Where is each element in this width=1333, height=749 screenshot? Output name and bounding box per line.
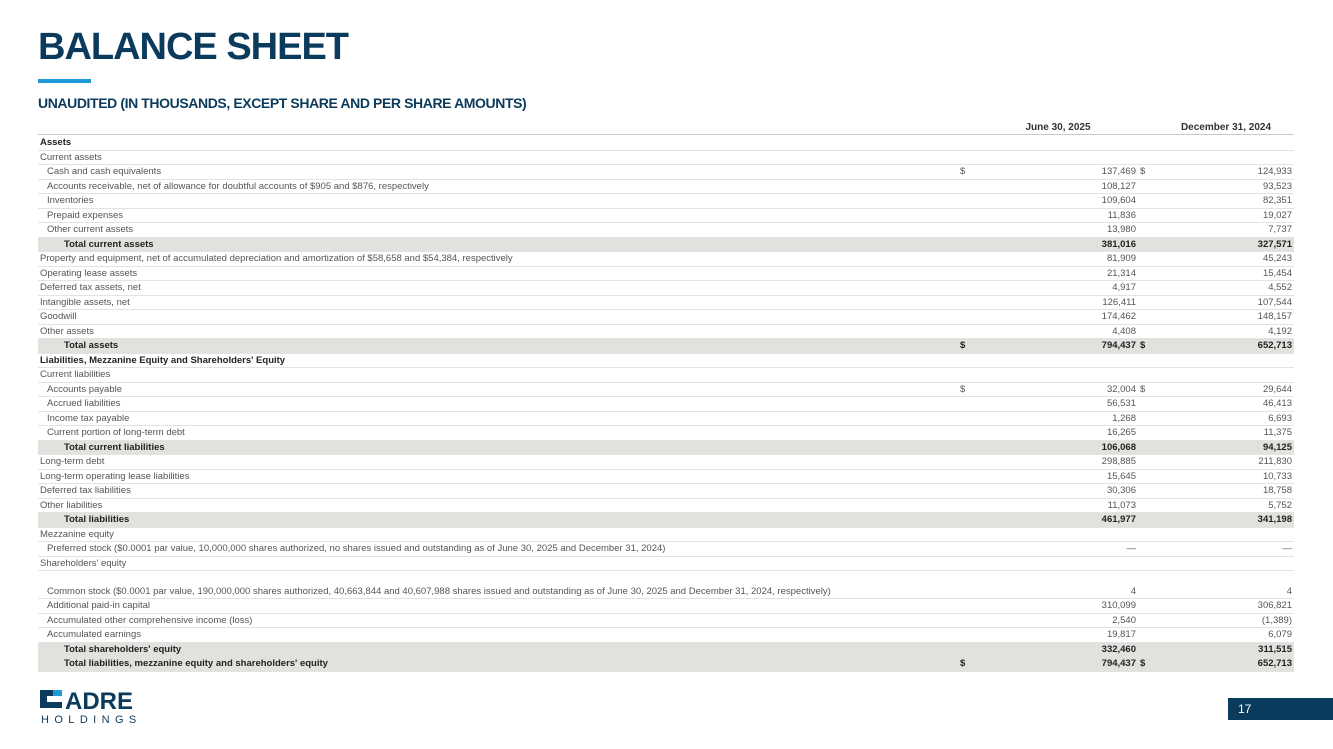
currency-sign-june-2025: [958, 136, 978, 150]
value-dec-2024: 29,644: [1158, 382, 1294, 397]
currency-sign-june-2025: [958, 426, 978, 441]
currency-sign-june-2025: [958, 455, 978, 470]
table-row: [38, 542, 1294, 557]
row-label: Accumulated earnings: [38, 628, 958, 643]
currency-sign-dec-2024: [1138, 368, 1158, 383]
table-row: [38, 266, 1294, 281]
value-june-2025: 11,073: [978, 498, 1138, 513]
currency-sign-dec-2024: [1138, 628, 1158, 643]
currency-sign-dec-2024: [1138, 194, 1158, 209]
currency-sign-dec-2024: [1138, 295, 1158, 310]
currency-sign-june-2025: [958, 556, 978, 571]
table-row: [38, 281, 1294, 296]
value-june-2025: 794,437: [978, 339, 1138, 354]
currency-sign-june-2025: [958, 527, 978, 542]
currency-sign-june-2025: $: [958, 165, 978, 180]
row-label: Common stock ($0.0001 par value, 190,000,000 shares authorized, 40,663,844 and 40,607,988 shares issued and outstanding as of June 30, 2025 and December 31, 2024, respectively): [38, 571, 958, 599]
table-row: [38, 484, 1294, 499]
value-june-2025: [978, 150, 1138, 165]
value-june-2025: 15,645: [978, 469, 1138, 484]
value-dec-2024: 4: [1158, 571, 1294, 599]
currency-sign-june-2025: [958, 223, 978, 238]
currency-sign-dec-2024: [1138, 498, 1158, 513]
value-june-2025: 21,314: [978, 266, 1138, 281]
currency-sign-dec-2024: [1138, 599, 1158, 614]
total-row: [38, 339, 1294, 354]
value-june-2025: 461,977: [978, 513, 1138, 528]
total-row: [38, 657, 1294, 672]
value-june-2025: 4,917: [978, 281, 1138, 296]
currency-sign-june-2025: [958, 642, 978, 657]
table-row: [38, 599, 1294, 614]
currency-sign-dec-2024: [1138, 556, 1158, 571]
value-june-2025: 381,016: [978, 237, 1138, 252]
column-headers: [38, 122, 1294, 135]
value-june-2025: 16,265: [978, 426, 1138, 441]
value-dec-2024: 124,933: [1158, 165, 1294, 180]
value-june-2025: [978, 527, 1138, 542]
row-label: Prepaid expenses: [38, 208, 958, 223]
row-label: Current assets: [38, 150, 958, 165]
cadre-c-mark-icon: [40, 690, 62, 708]
currency-sign-june-2025: [958, 281, 978, 296]
row-label: Long-term debt: [38, 455, 958, 470]
currency-sign-june-2025: [958, 513, 978, 528]
table-row: [38, 194, 1294, 209]
table-row: [38, 397, 1294, 412]
table-row: [38, 208, 1294, 223]
currency-sign-dec-2024: [1138, 281, 1158, 296]
currency-sign-june-2025: [958, 150, 978, 165]
row-label: Goodwill: [38, 310, 958, 325]
currency-sign-dec-2024: [1138, 179, 1158, 194]
value-dec-2024: 82,351: [1158, 194, 1294, 209]
row-label: Property and equipment, net of accumulated depreciation and amortization of $58,658 and $54,384, respectively: [38, 252, 958, 267]
currency-sign-dec-2024: [1138, 440, 1158, 455]
row-label: Intangible assets, net: [38, 295, 958, 310]
table-row: [38, 527, 1294, 542]
row-label: Operating lease assets: [38, 266, 958, 281]
value-dec-2024: (1,389): [1158, 613, 1294, 628]
value-june-2025: [978, 368, 1138, 383]
currency-sign-june-2025: [958, 411, 978, 426]
value-dec-2024: 6,693: [1158, 411, 1294, 426]
row-label: Income tax payable: [38, 411, 958, 426]
currency-sign-june-2025: [958, 252, 978, 267]
row-label: Total current assets: [38, 237, 958, 252]
value-dec-2024: 46,413: [1158, 397, 1294, 412]
value-june-2025: 2,540: [978, 613, 1138, 628]
value-june-2025: —: [978, 542, 1138, 557]
row-label: Accrued liabilities: [38, 397, 958, 412]
value-june-2025: 332,460: [978, 642, 1138, 657]
currency-sign-dec-2024: [1138, 484, 1158, 499]
total-row: [38, 642, 1294, 657]
value-june-2025: 794,437: [978, 657, 1138, 672]
currency-sign-june-2025: [958, 469, 978, 484]
currency-sign-dec-2024: [1138, 642, 1158, 657]
currency-sign-dec-2024: [1138, 353, 1158, 368]
page-subtitle: UNAUDITED (IN THOUSANDS, EXCEPT SHARE AND PER SHARE AMOUNTS): [38, 95, 527, 111]
value-june-2025: [978, 556, 1138, 571]
cadre-logo: [40, 688, 150, 730]
currency-sign-june-2025: [958, 628, 978, 643]
column-header-june-2025: June 30, 2025: [1025, 122, 1091, 133]
currency-sign-june-2025: [958, 353, 978, 368]
value-june-2025: 1,268: [978, 411, 1138, 426]
currency-sign-june-2025: [958, 310, 978, 325]
value-dec-2024: 45,243: [1158, 252, 1294, 267]
value-june-2025: 4: [978, 571, 1138, 599]
currency-sign-june-2025: $: [958, 339, 978, 354]
table-row: [38, 150, 1294, 165]
value-dec-2024: 311,515: [1158, 642, 1294, 657]
row-label: Total current liabilities: [38, 440, 958, 455]
currency-sign-dec-2024: [1138, 426, 1158, 441]
currency-sign-june-2025: [958, 613, 978, 628]
value-june-2025: 11,836: [978, 208, 1138, 223]
value-june-2025: 19,817: [978, 628, 1138, 643]
currency-sign-june-2025: $: [958, 657, 978, 672]
currency-sign-dec-2024: [1138, 208, 1158, 223]
table-row: [38, 613, 1294, 628]
value-june-2025: [978, 136, 1138, 150]
row-label: Current portion of long-term debt: [38, 426, 958, 441]
value-dec-2024: 652,713: [1158, 339, 1294, 354]
row-label: Deferred tax assets, net: [38, 281, 958, 296]
row-label: Long-term operating lease liabilities: [38, 469, 958, 484]
balance-sheet-table: [38, 136, 1294, 672]
value-june-2025: 298,885: [978, 455, 1138, 470]
currency-sign-june-2025: [958, 237, 978, 252]
value-dec-2024: 94,125: [1158, 440, 1294, 455]
currency-sign-dec-2024: [1138, 469, 1158, 484]
value-dec-2024: 341,198: [1158, 513, 1294, 528]
currency-sign-dec-2024: [1138, 223, 1158, 238]
row-label: Liabilities, Mezzanine Equity and Shareholders' Equity: [38, 353, 958, 368]
value-june-2025: 13,980: [978, 223, 1138, 238]
value-dec-2024: 211,830: [1158, 455, 1294, 470]
currency-sign-june-2025: [958, 397, 978, 412]
value-dec-2024: 4,552: [1158, 281, 1294, 296]
page-title: BALANCE SHEET: [38, 26, 349, 68]
currency-sign-june-2025: [958, 542, 978, 557]
currency-sign-dec-2024: [1138, 542, 1158, 557]
value-dec-2024: 5,752: [1158, 498, 1294, 513]
value-june-2025: [978, 353, 1138, 368]
value-dec-2024: 327,571: [1158, 237, 1294, 252]
row-label: Preferred stock ($0.0001 par value, 10,000,000 shares authorized, no shares issued and outstanding as of June 30, 2025 and December 31, 2024): [38, 542, 958, 557]
row-label: Deferred tax liabilities: [38, 484, 958, 499]
value-dec-2024: 7,737: [1158, 223, 1294, 238]
value-june-2025: 4,408: [978, 324, 1138, 339]
table-row: [38, 368, 1294, 383]
total-row: [38, 513, 1294, 528]
currency-sign-dec-2024: [1138, 324, 1158, 339]
currency-sign-june-2025: [958, 295, 978, 310]
value-dec-2024: 18,758: [1158, 484, 1294, 499]
row-label: Cash and cash equivalents: [38, 165, 958, 180]
value-dec-2024: —: [1158, 542, 1294, 557]
currency-sign-june-2025: [958, 208, 978, 223]
table-row: [38, 571, 1294, 599]
table-row: [38, 411, 1294, 426]
row-label: Accounts receivable, net of allowance for doubtful accounts of $905 and $876, respectively: [38, 179, 958, 194]
currency-sign-dec-2024: [1138, 513, 1158, 528]
table-row: [38, 223, 1294, 238]
value-june-2025: 106,068: [978, 440, 1138, 455]
currency-sign-dec-2024: $: [1138, 382, 1158, 397]
value-june-2025: 174,462: [978, 310, 1138, 325]
currency-sign-june-2025: [958, 194, 978, 209]
total-row: [38, 440, 1294, 455]
page-number: 17: [1228, 698, 1333, 720]
value-dec-2024: 15,454: [1158, 266, 1294, 281]
row-label: Shareholders' equity: [38, 556, 958, 571]
row-label: Other assets: [38, 324, 958, 339]
currency-sign-june-2025: [958, 484, 978, 499]
row-label: Total liabilities, mezzanine equity and shareholders' equity: [38, 657, 958, 672]
table-row: [38, 252, 1294, 267]
table-row: [38, 628, 1294, 643]
currency-sign-dec-2024: [1138, 613, 1158, 628]
table-row: [38, 295, 1294, 310]
value-june-2025: 108,127: [978, 179, 1138, 194]
currency-sign-dec-2024: [1138, 237, 1158, 252]
table-row: [38, 382, 1294, 397]
logo-subtext: HOLDINGS: [41, 714, 142, 726]
row-label: Total shareholders' equity: [38, 642, 958, 657]
currency-sign-june-2025: [958, 266, 978, 281]
row-label: Assets: [38, 136, 958, 150]
row-label: Mezzanine equity: [38, 527, 958, 542]
table-row: [38, 426, 1294, 441]
section-header-row: [38, 136, 1294, 150]
row-label: Inventories: [38, 194, 958, 209]
value-june-2025: 56,531: [978, 397, 1138, 412]
value-dec-2024: 93,523: [1158, 179, 1294, 194]
table-row: [38, 556, 1294, 571]
value-june-2025: 109,604: [978, 194, 1138, 209]
logo-wordmark: ADRE: [65, 688, 134, 715]
value-dec-2024: 107,544: [1158, 295, 1294, 310]
value-dec-2024: [1158, 527, 1294, 542]
value-dec-2024: [1158, 136, 1294, 150]
currency-sign-june-2025: [958, 571, 978, 599]
currency-sign-dec-2024: [1138, 455, 1158, 470]
currency-sign-dec-2024: [1138, 136, 1158, 150]
balance-sheet-body: [38, 136, 1294, 671]
currency-sign-dec-2024: [1138, 252, 1158, 267]
value-june-2025: 30,306: [978, 484, 1138, 499]
table-row: [38, 469, 1294, 484]
currency-sign-dec-2024: [1138, 150, 1158, 165]
currency-sign-june-2025: [958, 179, 978, 194]
row-label: Additional paid-in capital: [38, 599, 958, 614]
value-june-2025: 81,909: [978, 252, 1138, 267]
value-dec-2024: 10,733: [1158, 469, 1294, 484]
value-dec-2024: [1158, 556, 1294, 571]
value-dec-2024: 11,375: [1158, 426, 1294, 441]
title-underline: [38, 79, 91, 83]
currency-sign-dec-2024: [1138, 527, 1158, 542]
table-row: [38, 179, 1294, 194]
currency-sign-june-2025: [958, 324, 978, 339]
value-dec-2024: 148,157: [1158, 310, 1294, 325]
table-row: [38, 324, 1294, 339]
currency-sign-june-2025: [958, 440, 978, 455]
value-dec-2024: 4,192: [1158, 324, 1294, 339]
currency-sign-june-2025: $: [958, 382, 978, 397]
currency-sign-june-2025: [958, 599, 978, 614]
row-label: Other liabilities: [38, 498, 958, 513]
value-dec-2024: [1158, 368, 1294, 383]
value-dec-2024: [1158, 150, 1294, 165]
row-label: Total liabilities: [38, 513, 958, 528]
value-dec-2024: 652,713: [1158, 657, 1294, 672]
currency-sign-dec-2024: [1138, 411, 1158, 426]
row-label: Total assets: [38, 339, 958, 354]
total-row: [38, 237, 1294, 252]
currency-sign-dec-2024: $: [1138, 165, 1158, 180]
currency-sign-dec-2024: $: [1138, 657, 1158, 672]
currency-sign-dec-2024: $: [1138, 339, 1158, 354]
currency-sign-dec-2024: [1138, 571, 1158, 599]
row-label: Accumulated other comprehensive income (loss): [38, 613, 958, 628]
currency-sign-june-2025: [958, 368, 978, 383]
row-label: Current liabilities: [38, 368, 958, 383]
row-label: Other current assets: [38, 223, 958, 238]
column-header-dec-2024: December 31, 2024: [1180, 122, 1272, 133]
value-june-2025: 137,469: [978, 165, 1138, 180]
table-row: [38, 310, 1294, 325]
currency-sign-dec-2024: [1138, 310, 1158, 325]
row-label: Accounts payable: [38, 382, 958, 397]
value-dec-2024: 306,821: [1158, 599, 1294, 614]
value-june-2025: 126,411: [978, 295, 1138, 310]
value-dec-2024: [1158, 353, 1294, 368]
value-june-2025: 32,004: [978, 382, 1138, 397]
value-dec-2024: 19,027: [1158, 208, 1294, 223]
value-dec-2024: 6,079: [1158, 628, 1294, 643]
value-june-2025: 310,099: [978, 599, 1138, 614]
table-row: [38, 165, 1294, 180]
table-row: [38, 455, 1294, 470]
currency-sign-dec-2024: [1138, 397, 1158, 412]
currency-sign-june-2025: [958, 498, 978, 513]
currency-sign-dec-2024: [1138, 266, 1158, 281]
section-header-row: [38, 353, 1294, 368]
table-row: [38, 498, 1294, 513]
